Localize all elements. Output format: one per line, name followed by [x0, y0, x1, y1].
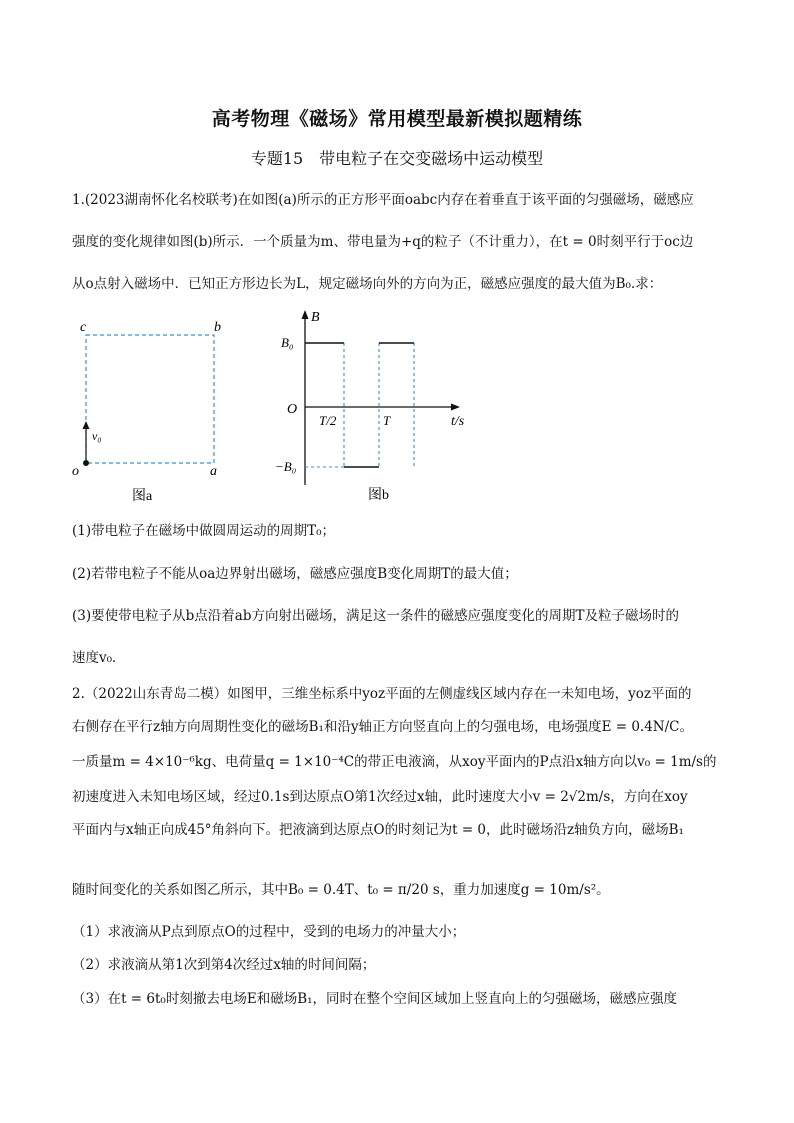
problem2-question-1: （1）求液滴从P点到原点O的过程中，受到的电场力的冲量大小； — [72, 924, 466, 940]
label-B: B — [311, 310, 320, 325]
label-t-s: t/s — [451, 414, 465, 429]
problem2-line-4: 初速度进入未知电场区域，经过0.1s到达原点O第1次经过x轴，此时速度大小v = 2√2m/s，方向在xoy — [72, 789, 688, 805]
square-region — [86, 335, 214, 463]
velocity-arrowhead — [83, 421, 90, 429]
figure-b — [275, 305, 485, 505]
problem2-line-5: 平面内与x轴正向成45°角斜向下。把液滴到达原点O的时刻记为t = 0，此时磁场沿z轴负方向，磁场B₁ — [72, 822, 684, 838]
label-neg-B0: −B₀ — [275, 459, 297, 474]
label-c: c — [80, 320, 87, 335]
problem1-line-2: 强度的变化规律如图(b)所示．一个质量为m、带电量为+q的粒子（不计重力），在t = 0时刻平行于oc边 — [72, 234, 694, 250]
problem2-question-3: （3）在t = 6t₀时刻撤去电场E和磁场B₁，同时在整个空间区域加上竖直向上的匀强磁场，磁感应强度 — [72, 991, 678, 1007]
problem2-line-2: 右侧存在平行z轴方向周期性变化的磁场B₁和沿y轴正方向竖直向上的匀强电场，电场强度E = 0.4N/C。 — [72, 719, 693, 735]
label-v0: v₀ — [92, 429, 102, 443]
label-B0: B₀ — [281, 335, 294, 350]
problem2-line-6: 随时间变化的关系如图乙所示，其中B₀ = 0.4T、t₀ = π/20 s，重力加速度g = 10m/s²。 — [72, 882, 610, 898]
figure-a-caption: 图a — [132, 489, 153, 504]
b-axis-arrowhead — [302, 310, 309, 319]
problem2-line-3: 一质量m = 4×10⁻⁶kg、电荷量q = 1×10⁻⁴C的带正电液滴，从xoy平面内的P点沿x轴方向以v₀ = 1m/s的 — [72, 754, 717, 770]
label-b: b — [214, 320, 221, 335]
problem2-line-1: 2.（2022山东青岛二模）如图甲，三维坐标系中yoz平面的左侧虚线区域内存在一未知电场，yoz平面的 — [72, 686, 692, 702]
label-O: O — [287, 402, 298, 417]
figure-a — [70, 315, 240, 505]
page-title: 高考物理《磁场》常用模型最新模拟题精练 — [211, 108, 583, 130]
problem1-line-3: 从o点射入磁场中．已知正方形边长为L，规定磁场向外的方向为正，磁感应强度的最大值为B₀.求： — [72, 276, 663, 292]
problem1-question-3: (3)要使带电粒子从b点沿着ab方向射出磁场，满足这一条件的磁感应强度变化的周期T及粒子磁场时的 — [72, 608, 679, 624]
problem1-question-3-cont: 速度v₀． — [72, 650, 126, 666]
problem1-question-1: (1)带电粒子在磁场中做圆周运动的周期T₀； — [72, 523, 336, 539]
page-subtitle: 专题15 带电粒子在交变磁场中运动模型 — [250, 149, 544, 168]
label-o: o — [72, 464, 79, 479]
label-a: a — [210, 464, 217, 479]
t-axis-arrowhead — [451, 404, 460, 411]
label-T-half: T/2 — [319, 413, 337, 428]
problem1-question-2: (2)若带电粒子不能从oa边界射出磁场，磁感应强度B变化周期T的最大值； — [72, 566, 518, 582]
label-T: T — [383, 413, 391, 428]
problem2-question-2: （2）求液滴从第1次到第4次经过x轴的时间间隔； — [72, 957, 376, 973]
figure-b-caption: 图b — [368, 488, 389, 503]
problem1-line-1: 1.(2023湖南怀化名校联考)在如图(a)所示的正方形平面oabc内存在着垂直于该平面的匀强磁场，磁感应 — [72, 192, 694, 208]
